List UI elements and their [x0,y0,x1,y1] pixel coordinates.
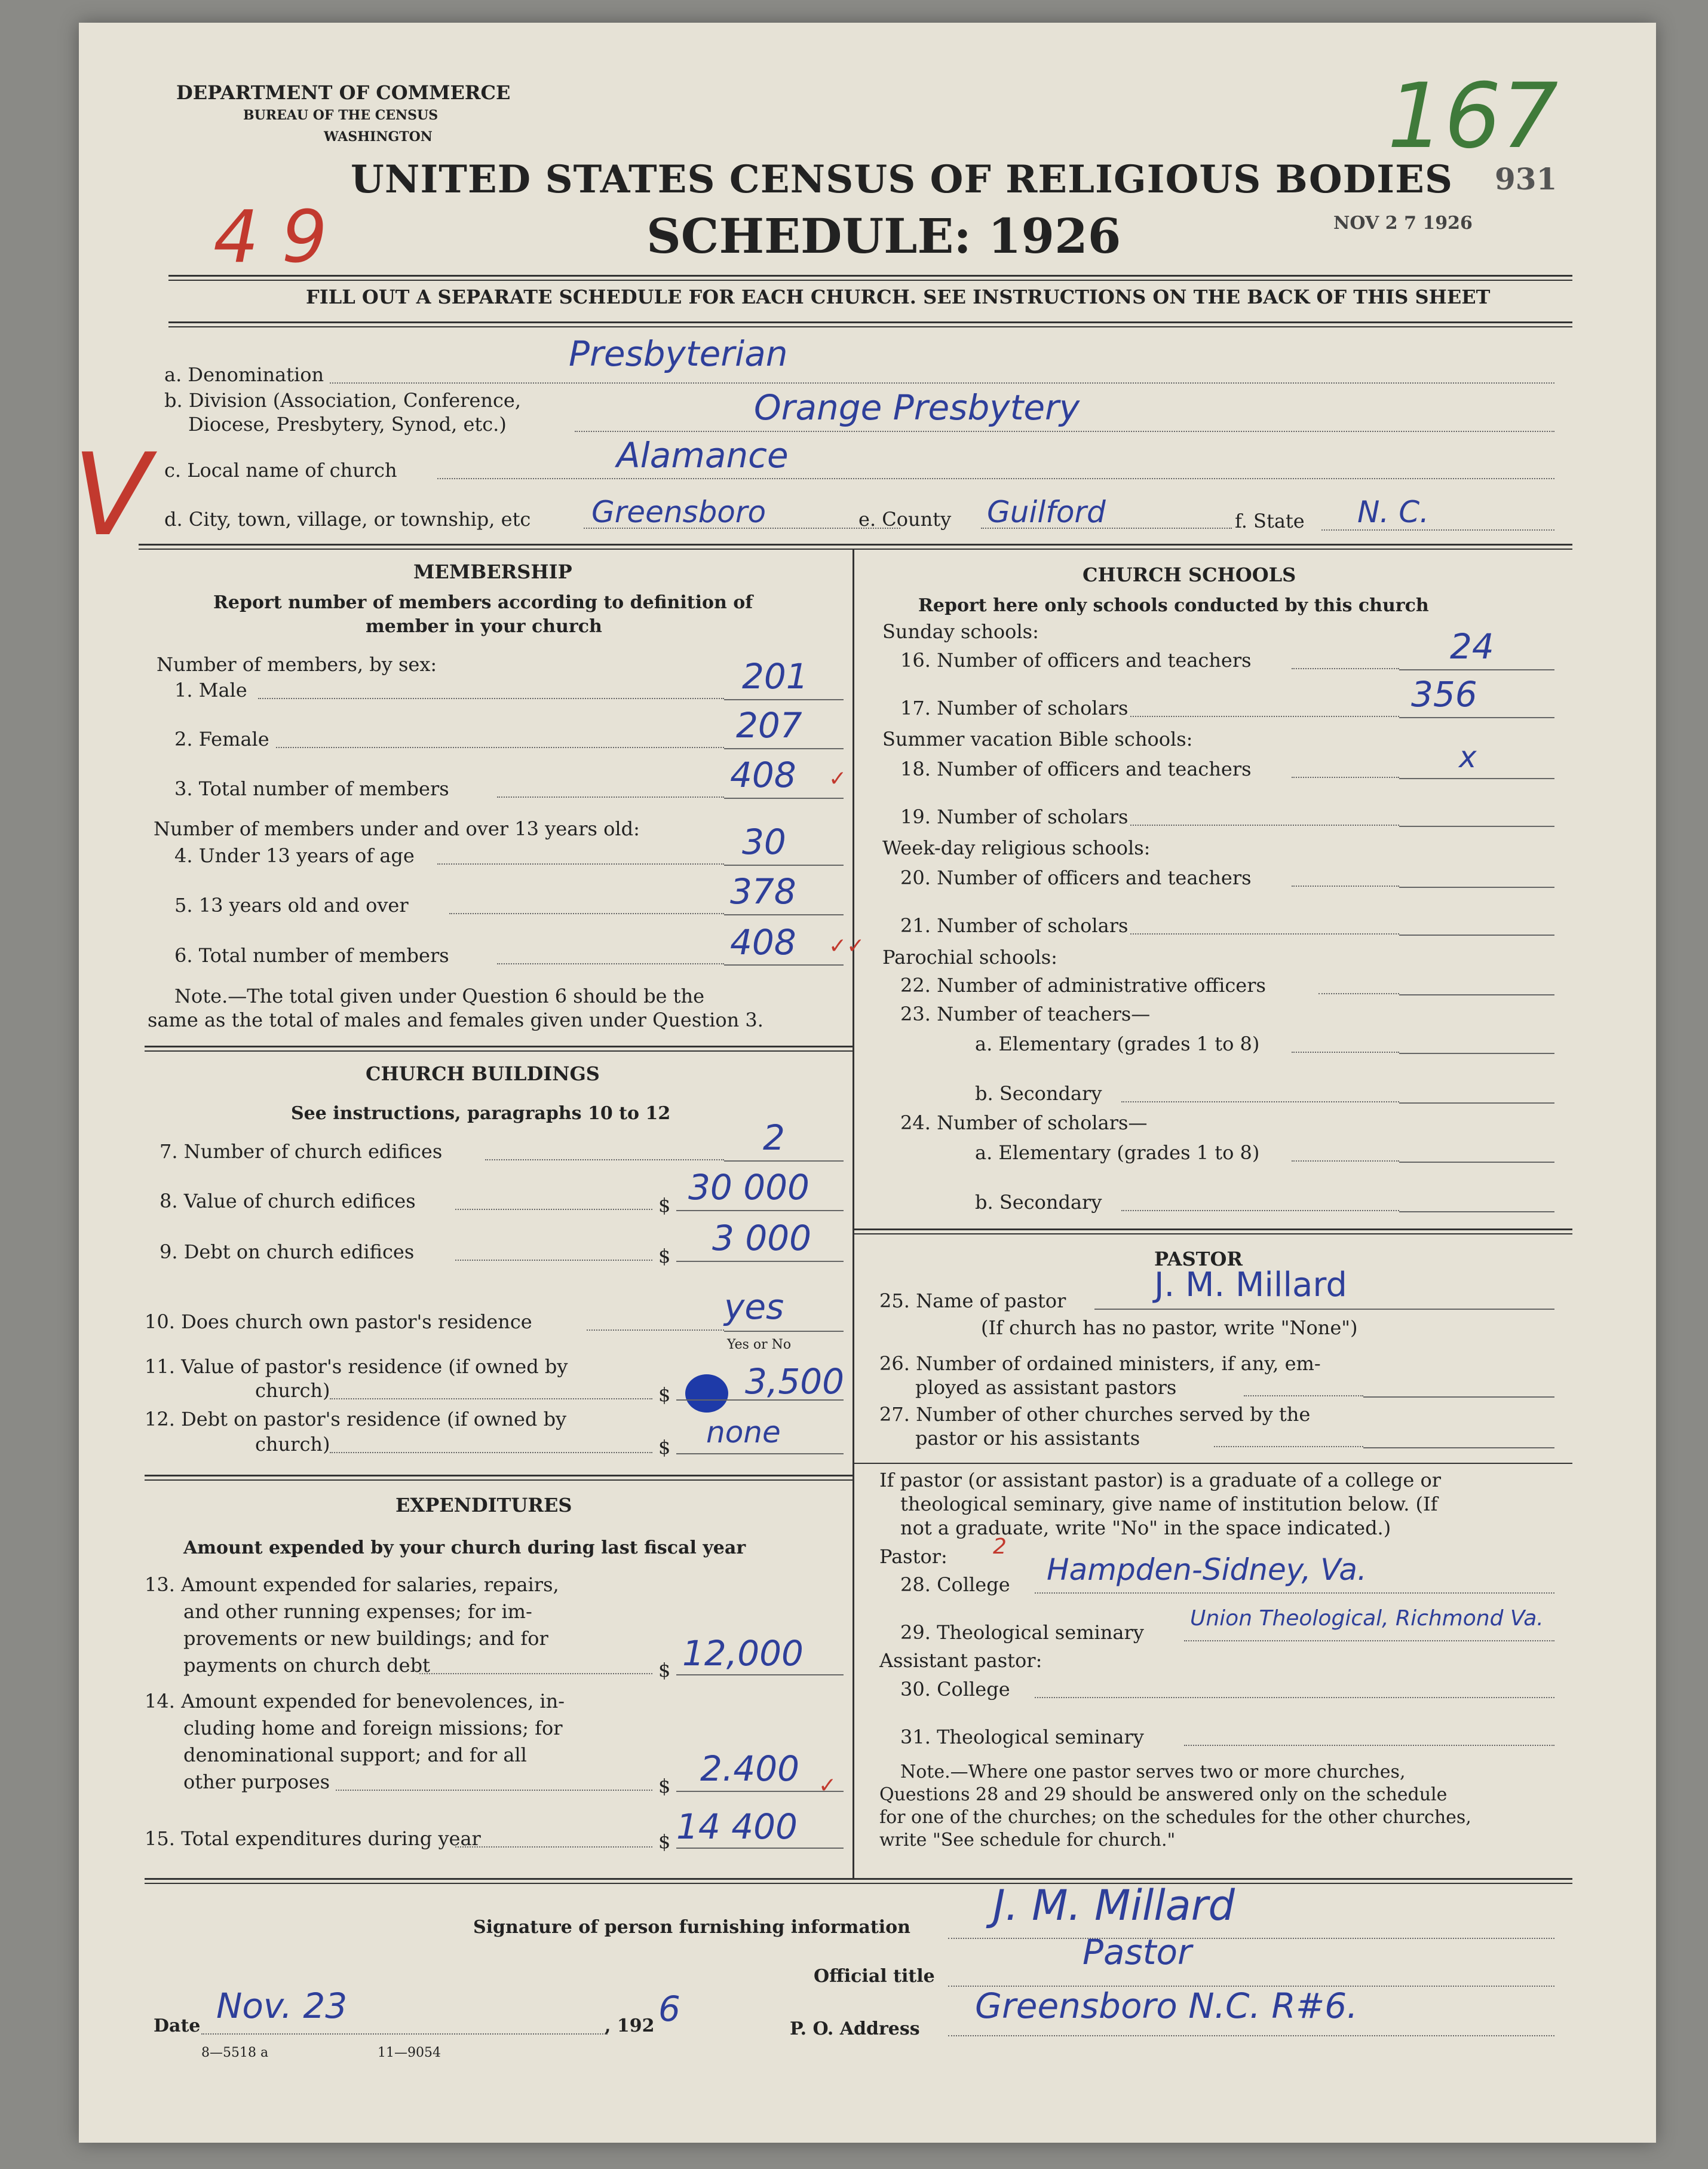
city-value: Greensboro [591,495,766,529]
census-form [73,23,1656,2143]
red-mark-2: 2 [993,1534,1007,1559]
q26-label-2: ployed as assistant pastors [915,1376,1177,1399]
division-label-1: b. Division (Association, Conference, [164,389,521,412]
q29-label: 29. Theological seminary [900,1621,1144,1644]
q12-value: none [706,1415,781,1450]
q14-label-1: 14. Amount expended for benevolences, in- [145,1690,565,1712]
q24a-label: a. Elementary (grades 1 to 8) [975,1141,1260,1164]
form-title: UNITED STATES CENSUS OF RELIGIOUS BODIES [351,157,1454,202]
q25-value: J. M. Millard [1154,1266,1347,1304]
q8-dollar: $ [658,1194,671,1217]
q23-label: 23. Number of teachers— [900,1003,1151,1025]
members-by-sex-label: Number of members, by sex: [157,653,437,676]
q17-label: 17. Number of scholars [900,697,1129,719]
instruction-line: FILL OUT A SEPARATE SCHEDULE FOR EACH CHURCH. SEE INSTRUCTIONS ON THE BACK OF THIS SHEET [306,286,1491,308]
q6-label: 6. Total number of members [174,944,449,967]
summer-schools-label: Summer vacation Bible schools: [882,728,1193,750]
q8-label: 8. Value of church edifices [160,1190,416,1212]
signature-label: Signature of person furnishing information [473,1917,910,1938]
denomination-label: a. Denomination [164,363,324,386]
q30-label: 30. College [900,1678,1010,1701]
schools-heading: CHURCH SCHOOLS [1083,563,1296,586]
q5-value: 378 [730,871,796,912]
city-label: d. City, town, village, or township, etc [164,508,531,531]
department-heading: DEPARTMENT OF COMMERCE [176,81,511,104]
q26-label-1: 26. Number of ordained ministers, if any, em- [879,1352,1321,1375]
membership-intro-2: member in your church [366,616,602,637]
q28-value: Hampden-Sidney, Va. [1047,1552,1367,1587]
q11-value: 3,500 [745,1361,845,1402]
denomination-value: Presbyterian [569,333,788,374]
ink-blot [685,1374,728,1413]
graduate-instruction-2: theological seminary, give name of institution below. (If [900,1493,1438,1515]
buildings-heading: CHURCH BUILDINGS [366,1062,600,1085]
county-label: e. County [858,508,952,531]
pastor-note-4: write "See schedule for church." [879,1830,1176,1851]
q12-label-2: church) [255,1433,330,1456]
weekday-schools-label: Week-day religious schools: [882,837,1151,859]
q4-value: 30 [742,822,786,862]
green-file-number: 167 [1387,65,1559,169]
county-value: Guilford [987,495,1106,529]
q10-label: 10. Does church own pastor's residence [145,1310,532,1333]
q14-label-2: cluding home and foreign missions; for [183,1717,563,1739]
division-label-2: Diocese, Presbytery, Synod, etc.) [188,413,507,436]
q2-label: 2. Female [174,728,269,750]
q15-dollar: $ [658,1830,671,1853]
q13-label-2: and other running expenses; for im- [183,1600,532,1623]
q25-label: 25. Name of pastor [879,1289,1066,1312]
q14-check: ✓ [818,1773,837,1798]
membership-note-1: Note.—The total given under Question 6 should be the [174,985,705,1007]
q12-dollar: $ [658,1436,671,1459]
official-title-value: Pastor [1083,1932,1192,1972]
q14-dollar: $ [658,1775,671,1797]
q4-label: 4. Under 13 years of age [174,844,415,867]
q22-label: 22. Number of administrative officers [900,974,1266,997]
date-value: Nov. 23 [216,1986,348,2026]
q9-dollar: $ [658,1245,671,1267]
q9-value: 3 000 [712,1218,812,1258]
q7-value: 2 [763,1117,785,1158]
received-stamp-date: NOV 2 7 1926 [1333,213,1473,234]
q3-check: ✓ [829,767,847,791]
q21-label: 21. Number of scholars [900,914,1129,937]
assistant-pastor-subheading: Assistant pastor: [879,1649,1042,1672]
q24-label: 24. Number of scholars— [900,1111,1148,1134]
pastor-note-1: Note.—Where one pastor serves two or more churches, [900,1761,1406,1782]
q9-label: 9. Debt on church edifices [160,1240,415,1263]
official-title-label: Official title [814,1966,935,1987]
membership-intro-1: Report number of members according to definition of [213,592,753,613]
q13-label-4: payments on church debt [183,1654,430,1677]
pastor-subheading: Pastor: [879,1545,947,1568]
graduate-instruction-1: If pastor (or assistant pastor) is a graduate of a college or [879,1469,1442,1491]
q19-label: 19. Number of scholars [900,805,1129,828]
print-number: 11—9054 [378,2045,441,2060]
church-name-label: c. Local name of church [164,459,397,482]
expenditures-intro: Amount expended by your church during last fiscal year [183,1537,746,1558]
age-intro-label: Number of members under and over 13 years old: [154,817,640,840]
q11-label-2: church) [255,1379,330,1402]
q10-value: yes [724,1286,784,1327]
q6-value: 408 [730,922,796,963]
q28-label: 28. College [900,1573,1010,1596]
stamp-number: 931 [1495,161,1557,197]
sunday-schools-label: Sunday schools: [882,620,1039,643]
q18-value: x [1459,740,1477,774]
po-address-label: P. O. Address [790,2018,920,2039]
q18-label: 18. Number of officers and teachers [900,758,1252,780]
q24b-label: b. Secondary [975,1191,1102,1214]
pastor-note-3: for one of the churches; on the schedules for the other churches, [879,1807,1471,1828]
q7-label: 7. Number of church edifices [160,1140,443,1163]
date-label: Date [154,2015,201,2036]
q16-label: 16. Number of officers and teachers [900,649,1252,672]
membership-heading: MEMBERSHIP [413,560,572,583]
q12-label-1: 12. Debt on pastor's residence (if owned by [145,1408,567,1430]
q3-value: 408 [730,755,796,795]
year-digit: 6 [658,1989,680,2029]
state-value: N. C. [1357,495,1429,529]
q2-value: 207 [736,705,802,746]
year-prefix: , 192 [605,2015,655,2036]
q1-value: 201 [742,656,808,697]
state-label: f. State [1235,510,1305,532]
schedule-year: SCHEDULE: 1926 [646,208,1121,264]
parochial-schools-label: Parochial schools: [882,946,1057,969]
q6-check: ✓✓ [829,934,865,958]
q13-dollar: $ [658,1659,671,1681]
bureau-heading: BUREAU OF THE CENSUS [243,108,439,123]
q3-label: 3. Total number of members [174,777,449,800]
q10-hint: Yes or No [727,1337,792,1352]
q11-label-1: 11. Value of pastor's residence (if owned by [145,1355,568,1378]
q1-label: 1. Male [174,679,247,701]
graduate-instruction-3: not a graduate, write "No" in the space indicated.) [900,1517,1391,1539]
pastor-note-2: Questions 28 and 29 should be answered only on the schedule [879,1784,1448,1805]
q5-label: 5. 13 years old and over [174,894,409,917]
q13-label-1: 13. Amount expended for salaries, repairs, [145,1573,559,1596]
q27-label-2: pastor or his assistants [915,1427,1140,1450]
q13-label-3: provements or new buildings; and for [183,1627,548,1650]
red-file-number: 4 9 [213,196,327,279]
q31-label: 31. Theological seminary [900,1726,1144,1748]
schools-intro: Report here only schools conducted by this church [918,595,1429,616]
q27-label-1: 27. Number of other churches served by the [879,1403,1311,1426]
q8-value: 30 000 [688,1167,809,1208]
pastor-heading: PASTOR [1154,1248,1243,1270]
po-address-value: Greensboro N.C. R#6. [975,1986,1358,2026]
expenditures-heading: EXPENDITURES [395,1494,572,1517]
q15-value: 14 400 [676,1806,798,1847]
signature-value: J. M. Millard [993,1881,1235,1930]
church-name-value: Alamance [617,435,789,476]
membership-note-2: same as the total of males and females given under Question 3. [148,1009,763,1031]
q25-hint: (If church has no pastor, write "None") [981,1316,1358,1339]
q14-value: 2.400 [700,1748,800,1789]
q15-label: 15. Total expenditures during year [145,1827,481,1850]
q16-value: 24 [1450,626,1494,667]
q29-value: Union Theological, Richmond Va. [1190,1606,1544,1631]
q13-value: 12,000 [682,1633,804,1674]
buildings-intro: See instructions, paragraphs 10 to 12 [291,1103,671,1124]
red-check-mark: V [73,429,151,561]
q14-label-3: denominational support; and for all [183,1744,527,1766]
q14-label-4: other purposes [183,1770,330,1793]
division-value: Orange Presbytery [754,387,1080,428]
q23b-label: b. Secondary [975,1082,1102,1105]
q23a-label: a. Elementary (grades 1 to 8) [975,1033,1260,1055]
form-number: 8—5518 a [201,2045,269,2060]
city-heading: WASHINGTON [324,129,433,145]
q17-value: 356 [1411,674,1477,715]
q20-label: 20. Number of officers and teachers [900,866,1252,889]
q11-dollar: $ [658,1383,671,1406]
